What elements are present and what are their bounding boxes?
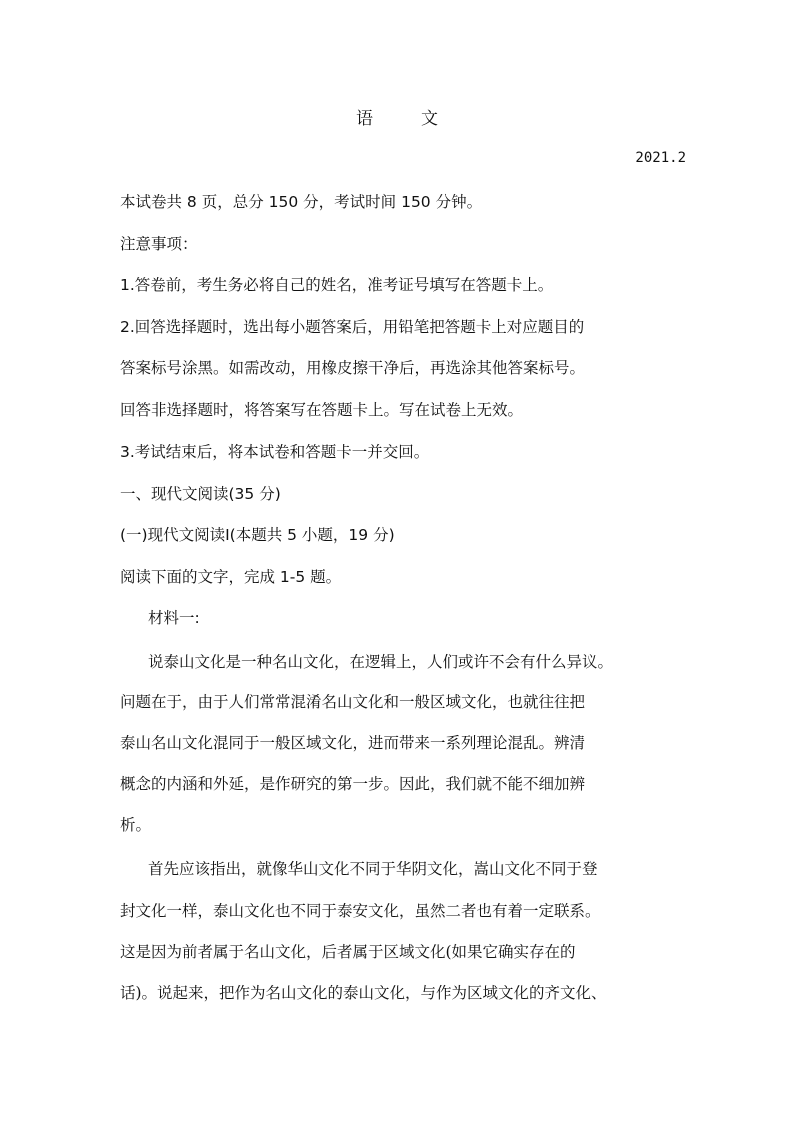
title-char-2: 文 [421,109,438,129]
note-line: 3.考试结束后，将本试卷和答题卡一并交回。 [120,443,430,461]
note-line: 2.回答选择题时，选出每小题答案后，用铅笔把答题卡上对应题目的 [120,318,585,336]
material-line: 首先应该指出，就像华山文化不同于华阴文化，嵩山文化不同于登 [148,860,598,878]
material-line: 说泰山文化是一种名山文化，在逻辑上，人们或许不会有什么异议。 [148,653,614,671]
exam-info: 本试卷共 8 页，总分 150 分，考试时间 150 分钟。 [120,193,483,211]
note-line: 答案标号涂黑。如需改动，用橡皮擦干净后，再选涂其他答案标号。 [120,359,586,377]
exam-date: 2021.2 [635,150,686,166]
notes-heading: 注意事项： [120,235,198,253]
section-heading: 一、现代文阅读(35 分) [120,485,281,503]
section-subheading: (一)现代文阅读Ⅰ(本题共 5 小题，19 分) [120,526,395,544]
material-label: 材料一: [148,609,200,627]
material-line: 这是因为前者属于名山文化，后者属于区域文化(如果它确实存在的 [120,943,576,961]
material-line: 问题在于，由于人们常常混淆名山文化和一般区域文化，也就往往把 [120,693,586,711]
title-char-1: 语 [356,109,373,129]
note-line: 回答非选择题时，将答案写在答题卡上。写在试卷上无效。 [120,401,524,419]
material-line: 话)。说起来，把作为名山文化的泰山文化，与作为区域文化的齐文化、 [120,984,607,1002]
material-line: 概念的内涵和外延，是作研究的第一步。因此，我们就不能不细加辨 [120,775,586,793]
material-line: 封文化一样，泰山文化也不同于泰安文化，虽然二者也有着一定联系。 [120,902,601,920]
page-title [0,104,794,129]
material-line: 泰山名山文化混同于一般区域文化，进而带来一系列理论混乱。辨清 [120,734,586,752]
note-line: 1.答卷前，考生务必将自己的姓名，准考证号填写在答题卡上。 [120,276,554,294]
material-line: 析。 [120,816,152,834]
section-instruction: 阅读下面的文字，完成 1-5 题。 [120,568,342,586]
